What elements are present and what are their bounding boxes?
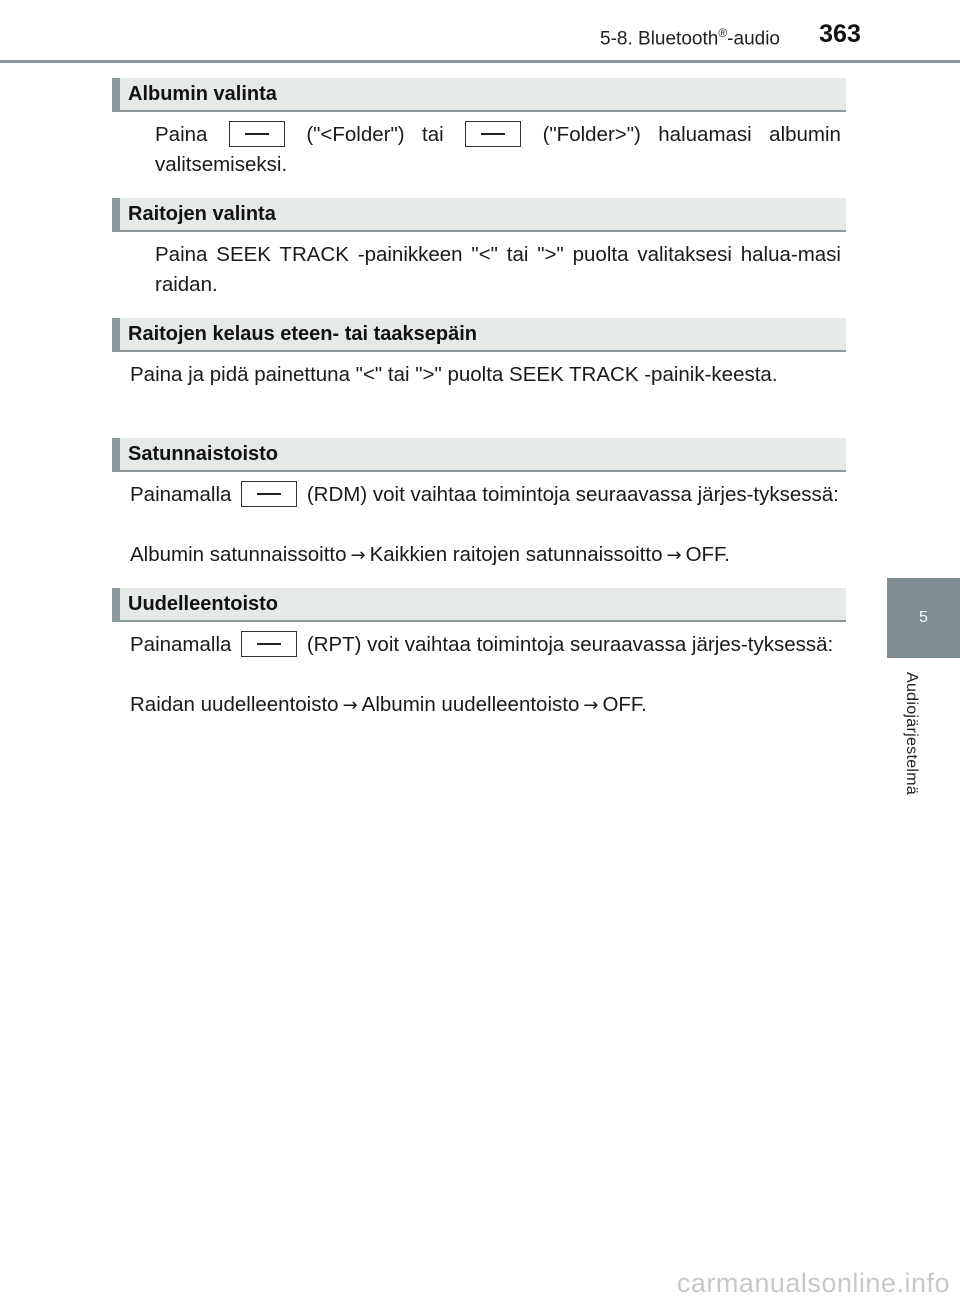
sequence-step: Albumin satunnaissoitto bbox=[130, 543, 347, 566]
arrow-right-icon: → bbox=[342, 695, 358, 716]
section-heading-random-playback: Satunnaistoisto bbox=[112, 438, 846, 472]
header-divider bbox=[0, 60, 960, 63]
watermark: carmanualsonline.info bbox=[676, 1268, 950, 1298]
header-section: 5-8. Bluetooth bbox=[600, 28, 719, 50]
paragraph-album-select bbox=[155, 120, 841, 180]
paragraph-track-select: Paina SEEK TRACK -painikkeen "<" tai ">" puolta valitaksesi halua-masi raidan. bbox=[155, 243, 841, 296]
text-fragment: (RPT) voit vaihtaa toimintoja seuraavassa järjes-tyksessä: bbox=[306, 633, 834, 656]
text-fragment: ("<Folder") tai bbox=[306, 123, 444, 146]
paragraph-random-playback bbox=[130, 480, 841, 510]
text-fragment: Paina bbox=[155, 123, 208, 146]
chapter-label: Audiojärjestelmä bbox=[903, 672, 920, 796]
page-number: 363 bbox=[819, 20, 861, 48]
paragraph-repeat-playback bbox=[130, 630, 841, 660]
text-fragment: Painamalla bbox=[130, 483, 232, 506]
section-heading-repeat-playback: Uudelleentoisto bbox=[112, 588, 846, 622]
header-section-title bbox=[560, 26, 780, 50]
header-section-suffix: -audio bbox=[727, 28, 780, 50]
text-fragment: ("Folder>") haluamasi albumin valitsemiseksi. bbox=[155, 123, 841, 176]
text-fragment: Painamalla bbox=[130, 633, 232, 656]
header-registered-mark: ® bbox=[718, 26, 728, 40]
chapter-number: 5 bbox=[919, 609, 928, 626]
sequence-step: Kaikkien raitojen satunnaissoitto bbox=[369, 543, 663, 566]
button-symbol-icon bbox=[241, 481, 297, 507]
sequence-repeat-playback bbox=[130, 690, 841, 721]
sequence-step: Albumin uudelleentoisto bbox=[361, 693, 580, 716]
button-symbol-icon bbox=[241, 631, 297, 657]
button-symbol-icon bbox=[465, 121, 521, 147]
paragraph-fast-forward-rewind: Paina ja pidä painettuna "<" tai ">" puolta SEEK TRACK -painik-keesta. bbox=[130, 363, 778, 386]
sequence-random-playback bbox=[130, 540, 841, 571]
sequence-step: OFF. bbox=[685, 543, 730, 566]
button-symbol-icon bbox=[229, 121, 285, 147]
sequence-step: Raidan uudelleentoisto bbox=[130, 693, 339, 716]
arrow-right-icon: → bbox=[350, 545, 366, 566]
arrow-right-icon: → bbox=[583, 695, 599, 716]
section-heading-fast-forward-rewind: Raitojen kelaus eteen- tai taaksepäin bbox=[112, 318, 846, 352]
text-fragment: (RDM) voit vaihtaa toimintoja seuraavassa järjes-tyksessä: bbox=[306, 483, 839, 506]
arrow-right-icon: → bbox=[666, 545, 682, 566]
sequence-step: OFF. bbox=[602, 693, 647, 716]
section-heading-track-select: Raitojen valinta bbox=[112, 198, 846, 232]
chapter-tab bbox=[887, 578, 960, 658]
section-heading-album-select: Albumin valinta bbox=[112, 78, 846, 112]
